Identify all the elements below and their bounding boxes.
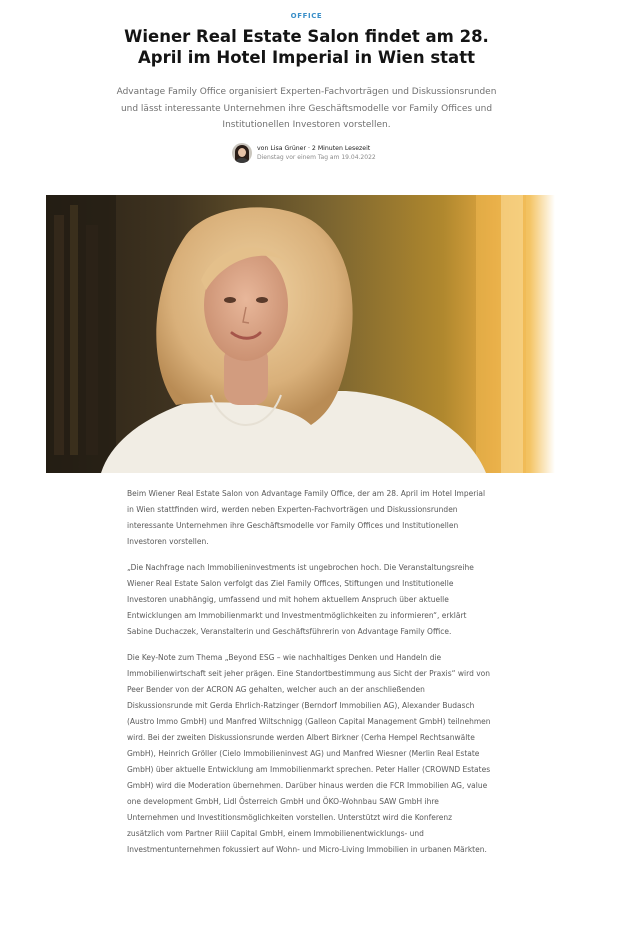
- portrait-photo-icon: [46, 195, 555, 473]
- category-label[interactable]: OFFICE: [290, 12, 323, 20]
- author-line[interactable]: von Lisa Grüner · 2 Minuten Lesezeit: [257, 145, 371, 152]
- article-lead: Advantage Family Office organisiert Experten-Fachvorträgen und Diskussionsrunden und lässt interessante Unternehmen ihre Geschäftsmodelle vor Family Offices und Institutionellen Investoren vorstellen.: [116, 87, 497, 130]
- paragraph: Beim Wiener Real Estate Salon von Advantage Family Office, der am 28. April im Hotel Imperial in Wien stattfinden wird, werden neben Experten-Fachvorträgen und Diskussionsrunden interessante Unternehmen ihre Geschäftsmodelle vor Family Offices und Institutionellen Investoren vorstellen.: [127, 489, 486, 546]
- date-line: Dienstag vor einem Tag am 19.04.2022: [257, 154, 376, 161]
- byline-text: [257, 144, 376, 162]
- article-body: [127, 486, 491, 868]
- article-title: Wiener Real Estate Salon findet am 28. April im Hotel Imperial in Wien statt: [124, 27, 489, 67]
- paragraph: Die Key-Note zum Thema „Beyond ESG – wie nachhaltiges Denken und Handeln die Immobilienwirtschaft seit jeher prägen. Eine Standortbestimmung aus Sicht der Praxis“ wird von Peer Bender von der ACRON AG gehalten, welcher auch an der anschließenden Diskussionsrunde mit Gerda Ehrlich-Ratzinger (Berndorf Immobilien AG), Alexander Budasch (Austro Immo GmbH) und Manfred Wiltschnigg (Galleon Capital Management GmbH) teilnehmen wird. Bei der zweiten Diskussionsrunde werden Albert Birkner (Cerha Hempel Rechtsanwälte GmbH), Heinrich Gröller (Cielo Immobilieninvest AG) und Manfred Wiesner (Merlin Real Estate GmbH) über aktuelle Entwicklung am Immobilienmarkt sprechen. Peter Haller (CROWND Estates GmbH) wird die Moderation übernehmen. Darüber hinaus werden die FCR Immobilien AG, value one development GmbH, Lidl Österreich GmbH und ÖKO-Wohnbau SAW GmbH ihre Unternehmen und Investitionsmöglichkeiten vorstellen. Unterstützt wird die Konferenz zusätzlich vom Partner Riiil Capital GmbH, einem Immobilienentwicklungs- und Investmentunternehmen fokussiert auf Wohn- und Micro-Living Immobilien in urbanen Märkten.: [127, 653, 491, 854]
- hero-image: [46, 195, 555, 473]
- byline: [232, 142, 376, 164]
- author-avatar[interactable]: [232, 143, 252, 163]
- paragraph: „Die Nachfrage nach Immobilieninvestments ist ungebrochen hoch. Die Veranstaltungsreihe Wiener Real Estate Salon verfolgt das Ziel Family Offices, Stiftungen und Institutionelle Investoren unabhängig, umfassend und mit hohem aktuellem Anspruch über aktuelle Entwicklungen am Immobilienmarkt und Investmentmöglichkeiten zu informieren“, erklärt Sabine Duchaczek, Veranstalterin und Geschäftsführerin von Advantage Family Office.: [127, 563, 474, 636]
